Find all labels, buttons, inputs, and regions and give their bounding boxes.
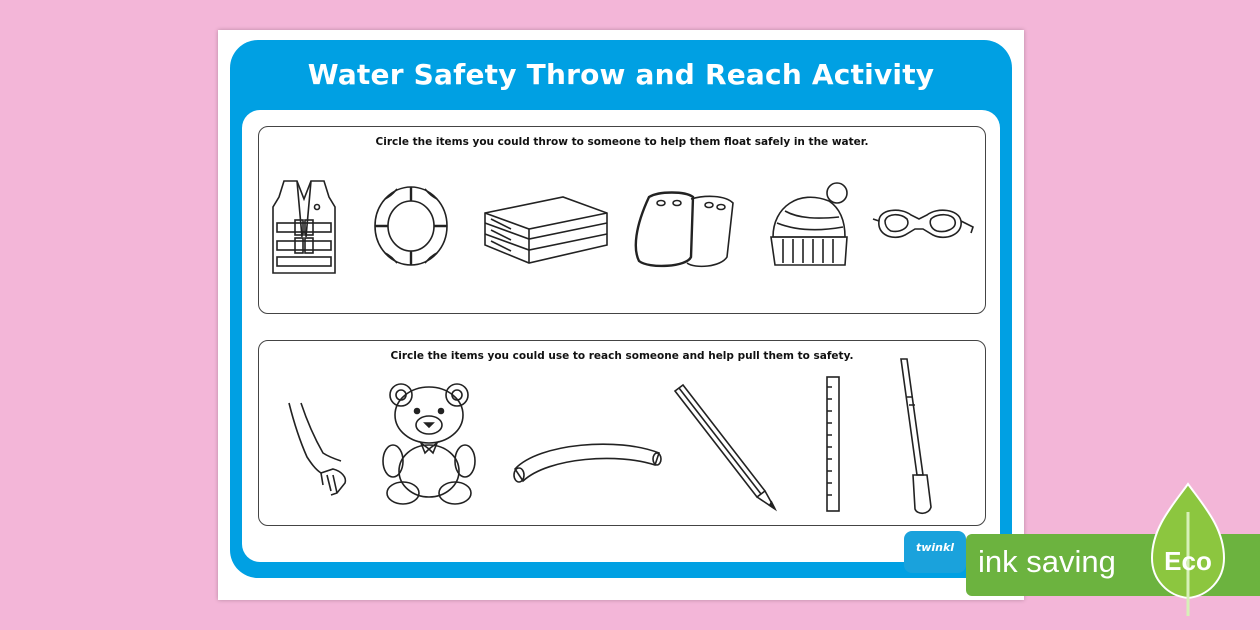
- leaf-icon: [1148, 482, 1228, 618]
- teddy-bear-icon[interactable]: [377, 381, 487, 507]
- pencil-icon[interactable]: [671, 381, 781, 513]
- logo-label: twinkl: [915, 541, 955, 554]
- worksheet-body: [242, 110, 1000, 562]
- woolly-hat-icon[interactable]: [765, 179, 857, 271]
- eco-label: ink saving: [978, 544, 1116, 579]
- worksheet-frame: [230, 40, 1012, 578]
- reach-items-panel: [258, 340, 986, 526]
- goggles-icon[interactable]: [871, 201, 975, 247]
- reach-instruction: Circle the items you could use to reach someone and help pull them to safety.: [390, 350, 854, 362]
- throw-items-panel: [258, 126, 986, 314]
- towels-icon[interactable]: [481, 191, 611, 267]
- life-jacket-icon[interactable]: [269, 177, 339, 279]
- twinkl-logo: [904, 531, 966, 573]
- life-ring-icon[interactable]: [371, 183, 451, 269]
- eco-leaf-badge: [1148, 482, 1228, 622]
- paddle-icon[interactable]: [895, 357, 941, 517]
- worksheet-title: Water Safety Throw and Reach Activity: [307, 58, 935, 91]
- ruler-icon[interactable]: [823, 375, 843, 515]
- eco-badge-label: Eco: [1164, 546, 1212, 576]
- throw-instruction: Circle the items you could throw to someone to help them float safely in the water.: [375, 136, 869, 148]
- arm-icon[interactable]: [285, 399, 355, 499]
- pool-noodle-icon[interactable]: [509, 433, 665, 485]
- kickboards-icon[interactable]: [629, 187, 741, 275]
- worksheet-page: [218, 30, 1024, 600]
